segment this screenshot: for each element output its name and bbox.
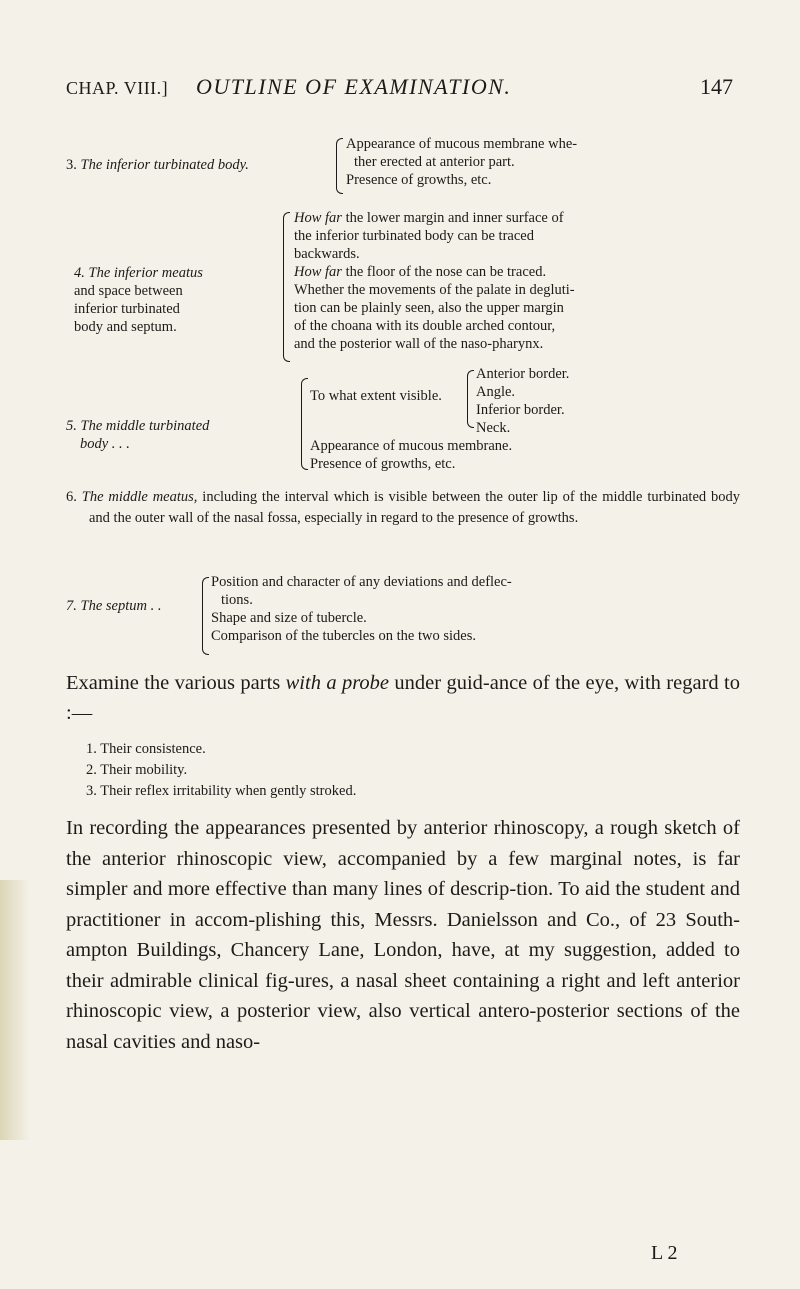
item5-line: Appearance of mucous membrane. [310,438,513,454]
item3-title: The inferior turbinated body. [80,157,249,173]
signature-mark: L 2 [651,1242,678,1264]
item3-label [66,156,249,174]
item6-label: The middle meatus, [81,489,198,505]
item4-label-line: inferior turbinated [74,301,180,317]
item4-label-line: 4. The inferior meatus [74,265,203,281]
item5-label [66,417,209,453]
page-number: 147 [700,74,733,99]
item4-line: How far the floor of the nose can be traced. [294,264,547,280]
item3-line: ther erected at anterior part. [354,154,515,170]
item3-line: Appearance of mucous membrane whe- [346,136,578,152]
paper-stain [0,880,30,1140]
running-title: OUTLINE OF EXAMINATION. [196,74,512,99]
item4-brace [283,212,290,362]
item4-label-line: and space between [74,283,183,299]
item4-line: Whether the movements of the palate in degluti- [294,282,575,298]
item5-label-line: body . . . [80,436,130,452]
list-item: 2. Their mobility. [86,762,188,778]
item4-line: tion can be plainly seen, also the upper margin [294,300,564,316]
item7-brace [202,577,209,655]
item4-line: How far the lower margin and inner surface of [294,210,564,226]
item7-line: tions. [221,592,253,608]
item7-line: Comparison of the tubercles on the two sides. [211,628,476,644]
item5-sub-item: Anterior border. [476,366,570,382]
item4-line: the inferior turbinated body can be traced [294,228,534,244]
item5-brace [301,378,308,470]
item5-sub-item: Neck. [476,420,511,436]
item6-number: 6. [66,489,77,505]
item7-label: 7. The septum . . [66,598,162,614]
item4-label-line: body and septum. [74,319,177,335]
item7-line: Shape and size of tubercle. [211,610,367,626]
item4-line: backwards. [294,246,360,262]
list-item: 1. Their consistence. [86,741,206,757]
item7-line: Position and character of any deviations and deflec- [211,574,512,590]
item3-number: 3. [66,157,77,173]
item5-sub-item: Angle. [476,384,516,400]
main-paragraph: In recording the appearances presented by anterior rhinoscopy, a rough sketch of the anterior rhinoscopic view, accompanied by a few marginal notes, is far simpler and more effective than many lines of descrip-tion. To aid the student and practitioner in accom-plishing this, Messrs. Danielsson and Co., of 23 South-ampton Buildings, Chancery Lane, London, have, at my suggestion, added to their admirable clinical fig-ures, a nasal sheet containing a right and left anterior rhinoscopic view, a posterior view, also vertical antero-posterior sections of the nasal cavities and naso- [66,817,740,1053]
item3-line: Presence of growths, etc. [346,172,492,188]
probe-list [86,739,356,802]
item5-label-line: 5. The middle turbinated [66,418,210,434]
item6-text: including the interval which is visible between the outer lip of the middle turbinated body and the outer wall of the nasal fossa, especially in regard to the presence of growths. [89,489,741,526]
item4-line: of the choana with its double arched contour, [294,318,556,334]
item5-sub-items [476,365,569,437]
item6 [66,487,740,529]
item7-details [211,573,512,645]
item4-line: and the posterior wall of the naso-pharynx. [294,336,544,352]
item4-details [294,209,575,353]
item5-sub-item: Inferior border. [476,402,565,418]
list-item: 3. Their reflex irritability when gently stroked. [86,783,357,799]
item5-line: Presence of growths, etc. [310,456,456,472]
item3-details [346,135,577,189]
item5-sub-brace [467,370,474,428]
item5-details [310,437,512,473]
item5-to-what-extent: To what extent visible. [310,388,442,404]
probe-paragraph: Examine the various parts with a probe under guid-ance of the eye, with regard to :— [66,672,740,724]
item3-brace [336,138,343,194]
chapter-marker: CHAP. VIII.] [66,78,169,98]
item4-label [74,264,203,336]
